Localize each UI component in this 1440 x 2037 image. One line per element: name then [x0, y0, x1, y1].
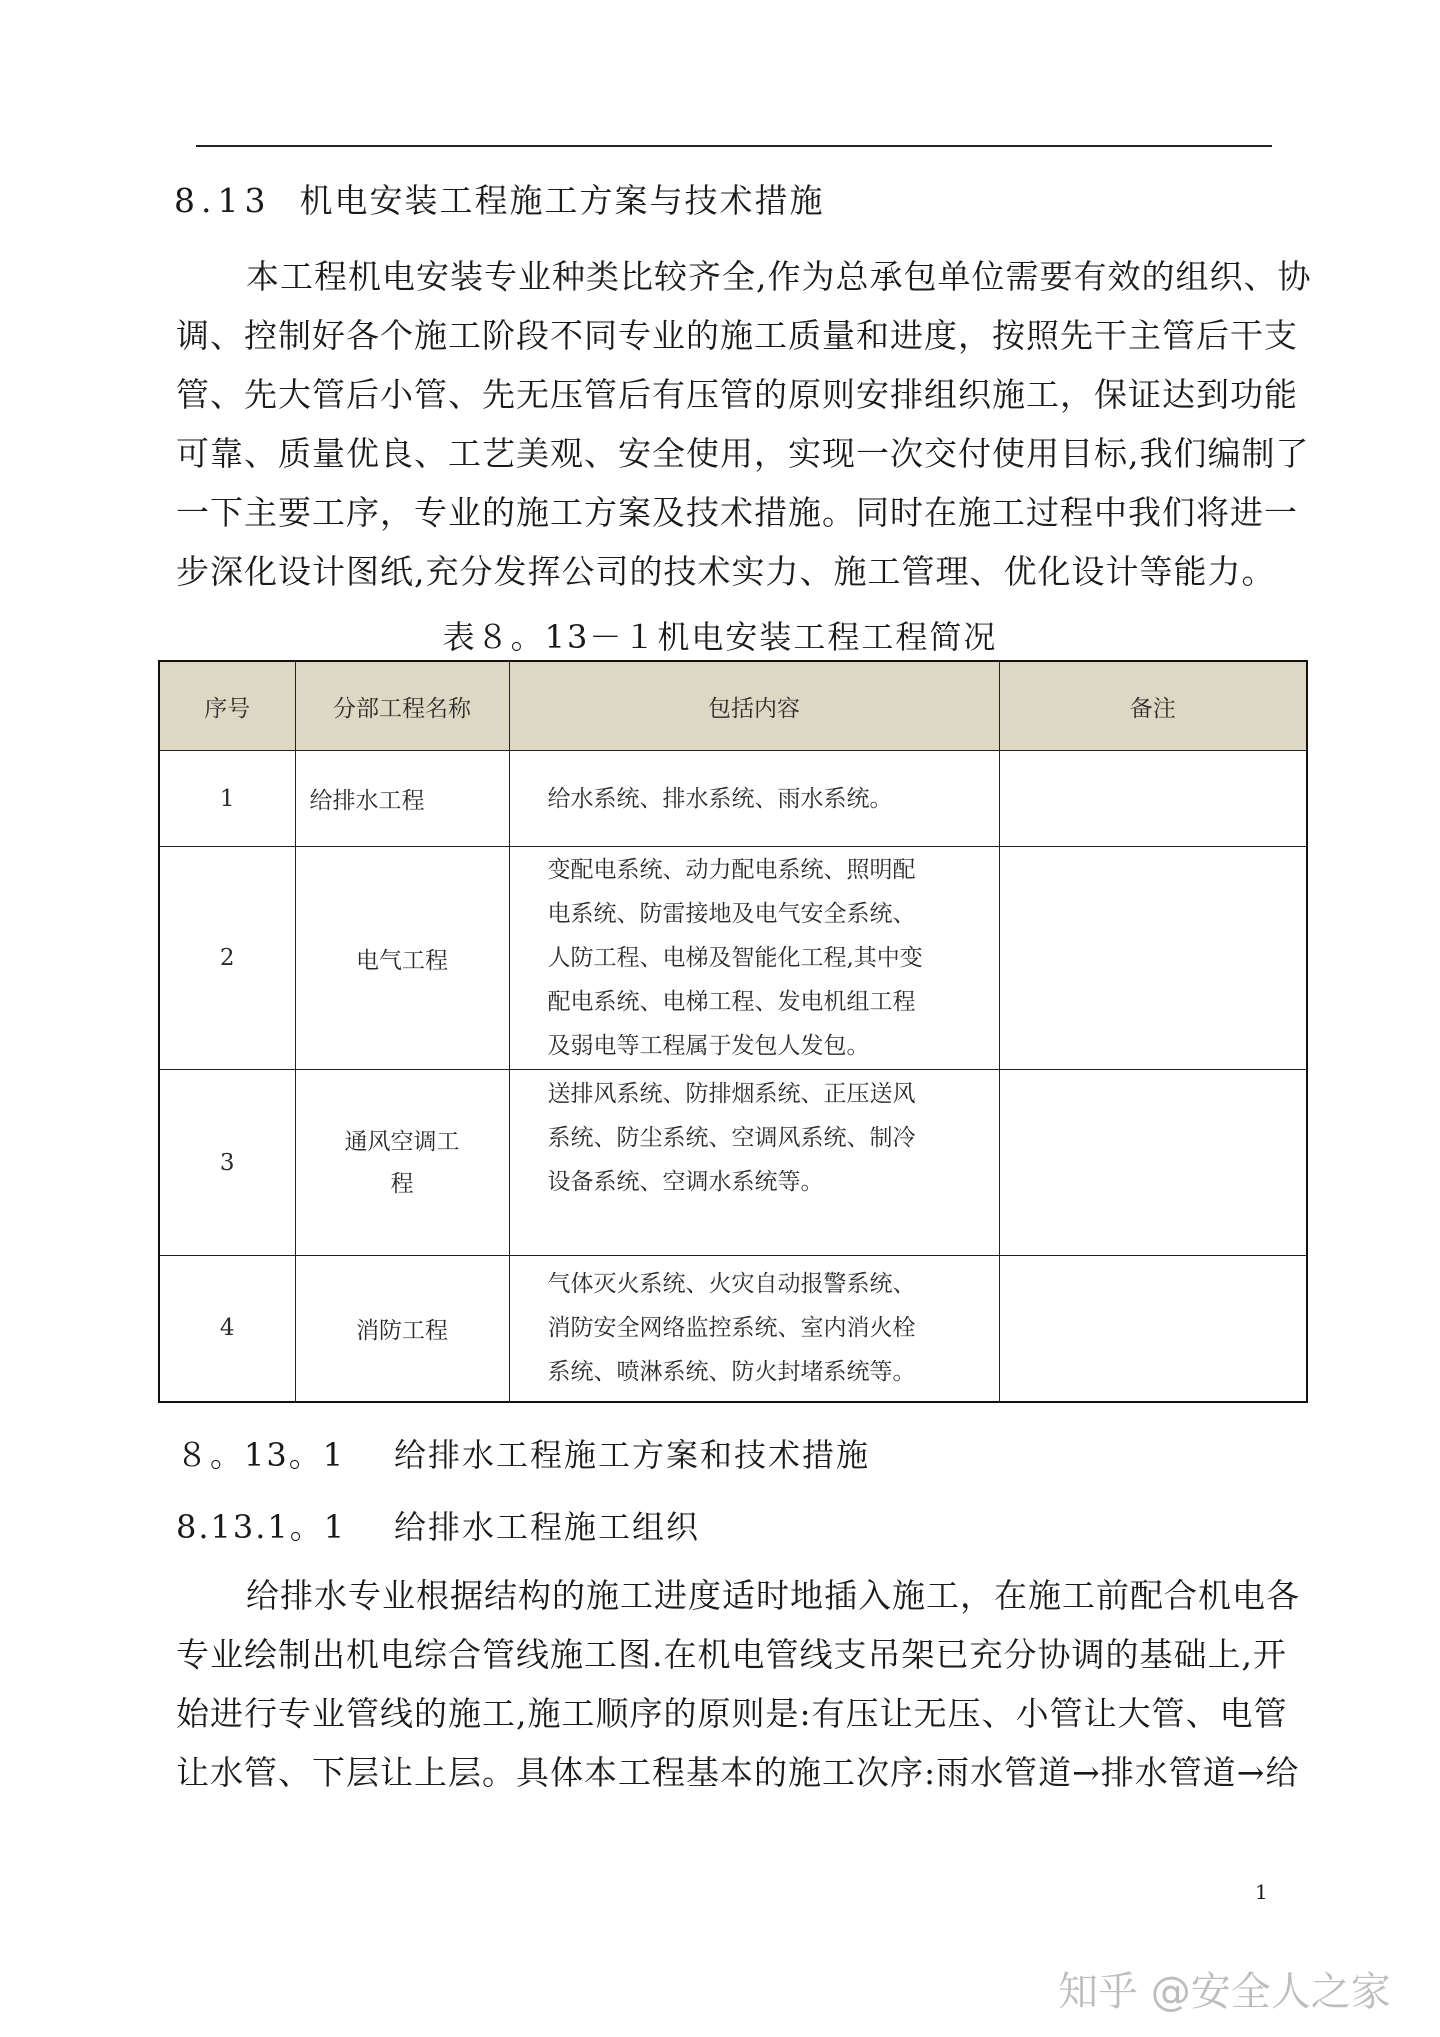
watermark: 知乎 @安全人之家 [1058, 1969, 1391, 2015]
row-note [999, 1256, 1307, 1402]
row-name [295, 1256, 509, 1402]
row-content-line: 及弱电等工程属于发包人发包。 [547, 1033, 870, 1059]
row-content-line: 变配电系统、动力配电系统、照明配 [547, 857, 916, 883]
row-number: 3 [159, 1070, 295, 1256]
header-cell: 备注 [999, 661, 1307, 751]
paragraph-line: 可靠、质量优良、工艺美观、安全使用，实现一次交付使用目标,我们编制了 [176, 434, 1310, 473]
row-content-line: 送排风系统、防排烟系统、正压送风 [547, 1081, 916, 1107]
row-name-line: 电气工程 [356, 947, 448, 974]
paragraph-line: 调、控制好各个施工阶段不同专业的施工质量和进度，按照先干主管后干支 [176, 316, 1298, 355]
row-name-line: 通风空调工 [344, 1128, 460, 1155]
sub-subsection-heading [176, 1502, 700, 1548]
header-cell: 包括内容 [509, 661, 999, 751]
paragraph-line: 让水管、下层让上层。具体本工程基本的施工次序:雨水管道→排水管道→给 [176, 1753, 1300, 1792]
subsection-number: ８。13。1 [176, 1436, 346, 1474]
row-number: 2 [159, 847, 295, 1070]
row-name [295, 751, 509, 847]
header-cell: 序号 [159, 661, 295, 751]
row-content [509, 847, 999, 1070]
row-content-line: 系统、喷淋系统、防火封堵系统等。 [547, 1359, 916, 1386]
row-content-line: 系统、防尘系统、空调风系统、制冷 [547, 1125, 916, 1151]
table-caption: 表８。13－１机电安装工程工程简况 [442, 618, 998, 656]
row-content-line: 人防工程、电梯及智能化工程,其中变 [547, 945, 923, 971]
row-content-line: 电系统、防雷接地及电气安全系统、 [547, 901, 916, 927]
sub-subsection-number: 8.13.1。1 [176, 1508, 347, 1546]
row-number: 1 [159, 751, 295, 847]
subsection-heading [176, 1430, 870, 1476]
project-overview-table [158, 660, 1308, 1403]
row-note [999, 847, 1307, 1070]
row-content [509, 1256, 999, 1402]
subsection-title: 给排水工程施工方案和技术措施 [394, 1436, 871, 1474]
header-cell: 分部工程名称 [295, 661, 509, 751]
row-name-line: 给排水工程 [309, 788, 425, 814]
table-row [159, 1256, 1307, 1402]
intro-paragraph [176, 247, 1312, 601]
paragraph-line: 专业绘制出机电综合管线施工图.在机电管线支吊架已充分协调的基础上,开 [176, 1635, 1287, 1674]
table-row [159, 751, 1307, 847]
body-paragraph [176, 1566, 1300, 1802]
header-rule [196, 145, 1272, 147]
row-name [295, 847, 509, 1070]
paragraph-line: 始进行专业管线的施工,施工顺序的原则是:有压让无压、小管让大管、电管 [176, 1694, 1288, 1733]
row-note [999, 751, 1307, 847]
paragraph-line: 步深化设计图纸,充分发挥公司的技术实力、施工管理、优化设计等能力。 [176, 552, 1276, 591]
row-content-line: 气体灭火系统、火灾自动报警系统、 [547, 1271, 916, 1298]
paragraph-line: 一下主要工序，专业的施工方案及技术措施。同时在施工过程中我们将进一 [176, 493, 1298, 532]
row-content-line: 给水系统、排水系统、雨水系统。 [547, 785, 893, 812]
table-row [159, 1070, 1307, 1256]
row-name-line: 程 [390, 1170, 414, 1197]
section-title: 机电安装工程施工方案与技术措施 [299, 181, 825, 220]
paragraph-line: 给排水专业根据结构的施工进度适时地插入施工，在施工前配合机电各 [246, 1576, 1300, 1615]
section-number: 8.13 [174, 181, 272, 220]
row-number: 4 [159, 1256, 295, 1402]
row-content-line: 设备系统、空调水系统等。 [547, 1169, 824, 1195]
row-content-line: 消防安全网络监控系统、室内消火栓 [547, 1315, 916, 1342]
row-content-line: 配电系统、电梯工程、发电机组工程 [547, 989, 916, 1015]
table-row [159, 847, 1307, 1070]
row-name-line: 消防工程 [356, 1317, 448, 1344]
table-header-row [159, 661, 1307, 751]
row-content [509, 1070, 999, 1256]
row-content [509, 751, 999, 847]
row-name [295, 1070, 509, 1256]
sub-subsection-title: 给排水工程施工组织 [394, 1508, 701, 1546]
paragraph-line: 管、先大管后小管、先无压管后有压管的原则安排组织施工，保证达到功能 [176, 375, 1298, 414]
row-note [999, 1070, 1307, 1256]
page-number: 1 [1255, 1880, 1268, 1904]
paragraph-line: 本工程机电安装专业种类比较齐全,作为总承包单位需要有效的组织、协 [246, 257, 1312, 296]
section-heading [174, 175, 824, 222]
